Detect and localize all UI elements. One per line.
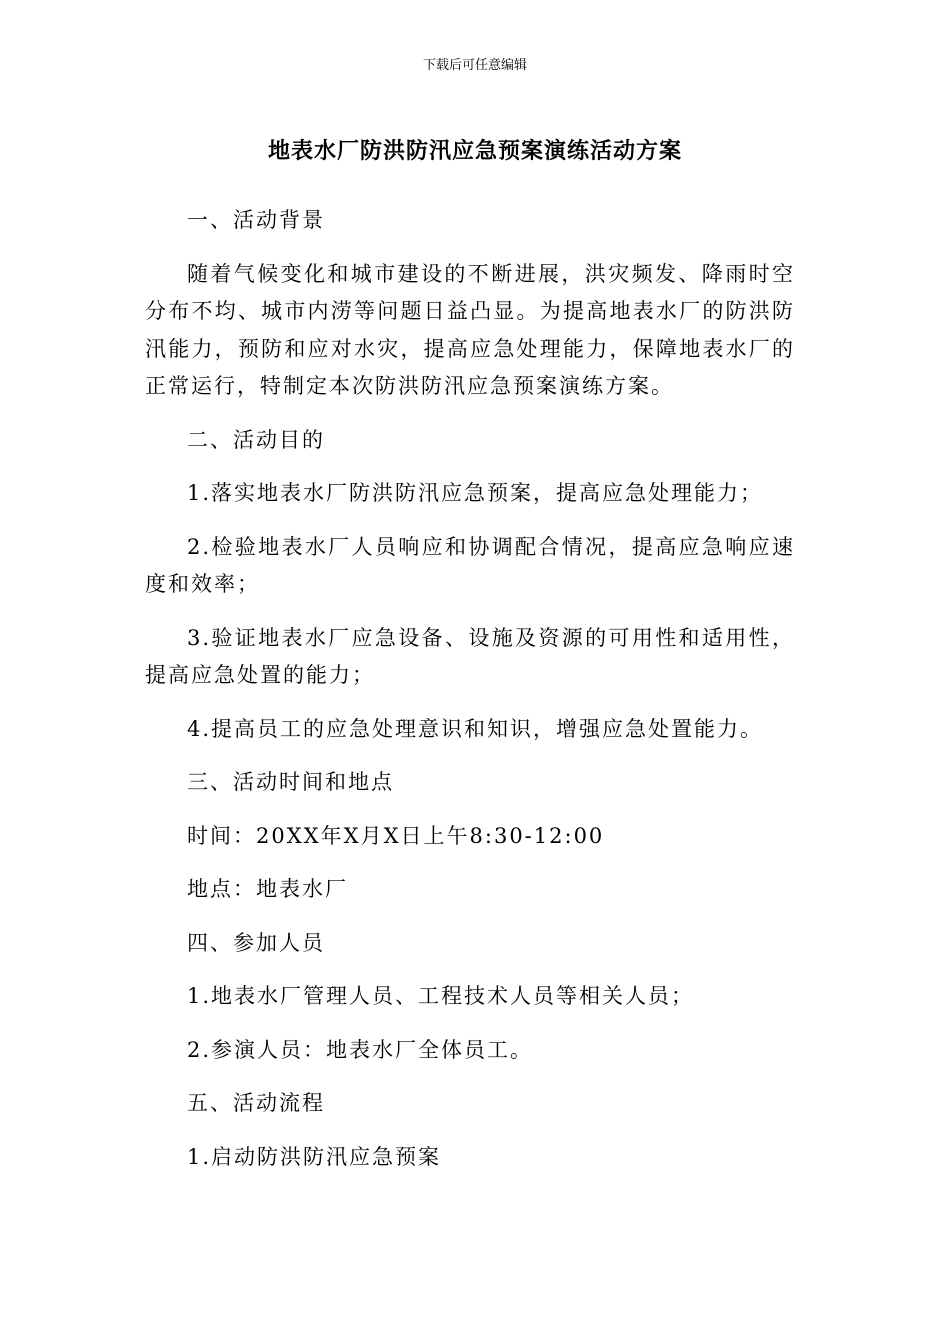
process-item-1: 1.启动防洪防汛应急预案 [187,1144,442,1169]
document-body [145,202,795,1192]
participants-item-2: 2.参演人员：地表水厂全体员工。 [187,1037,534,1062]
header-note: 下载后可任意编辑 [422,58,527,73]
purpose-item-1: 1.落实地表水厂防洪防汛应急预案，提高应急处理能力； [187,481,764,505]
section-heading-process: 五、活动流程 [187,1091,325,1115]
purpose-item-2: 2.检验地表水厂人员响应和协调配合情况，提高应急响应速度和效率； [145,534,795,596]
paragraph-background: 随着气候变化和城市建设的不断进展，洪灾频发、降雨时空分布不均、城市内涝等问题日益凸显。为提高地表水厂的防洪防汛能力，预防和应对水灾，提高应急处理能力，保障地表水厂的正常运行，特制定本次防洪防汛应急预案演练方案。 [145,261,795,398]
purpose-item-4: 4.提高员工的应急处理意识和知识，增强应急处置能力。 [187,716,764,741]
section-heading-background: 一、活动背景 [187,208,325,232]
time-line: 时间：20XX年X月X日上午8:30-12:00 [187,823,605,848]
document-title: 地表水厂防洪防汛应急预案演练活动方案 [267,139,682,164]
place-line: 地点：地表水厂 [187,877,348,901]
participants-item-1: 1.地表水厂管理人员、工程技术人员等相关人员； [187,984,695,1008]
section-heading-time-place: 三、活动时间和地点 [187,770,394,794]
section-heading-participants: 四、参加人员 [187,930,325,955]
purpose-item-3: 3.验证地表水厂应急设备、设施及资源的可用性和适用性，提高应急处置的能力； [145,625,795,687]
section-heading-purpose: 二、活动目的 [187,427,325,452]
